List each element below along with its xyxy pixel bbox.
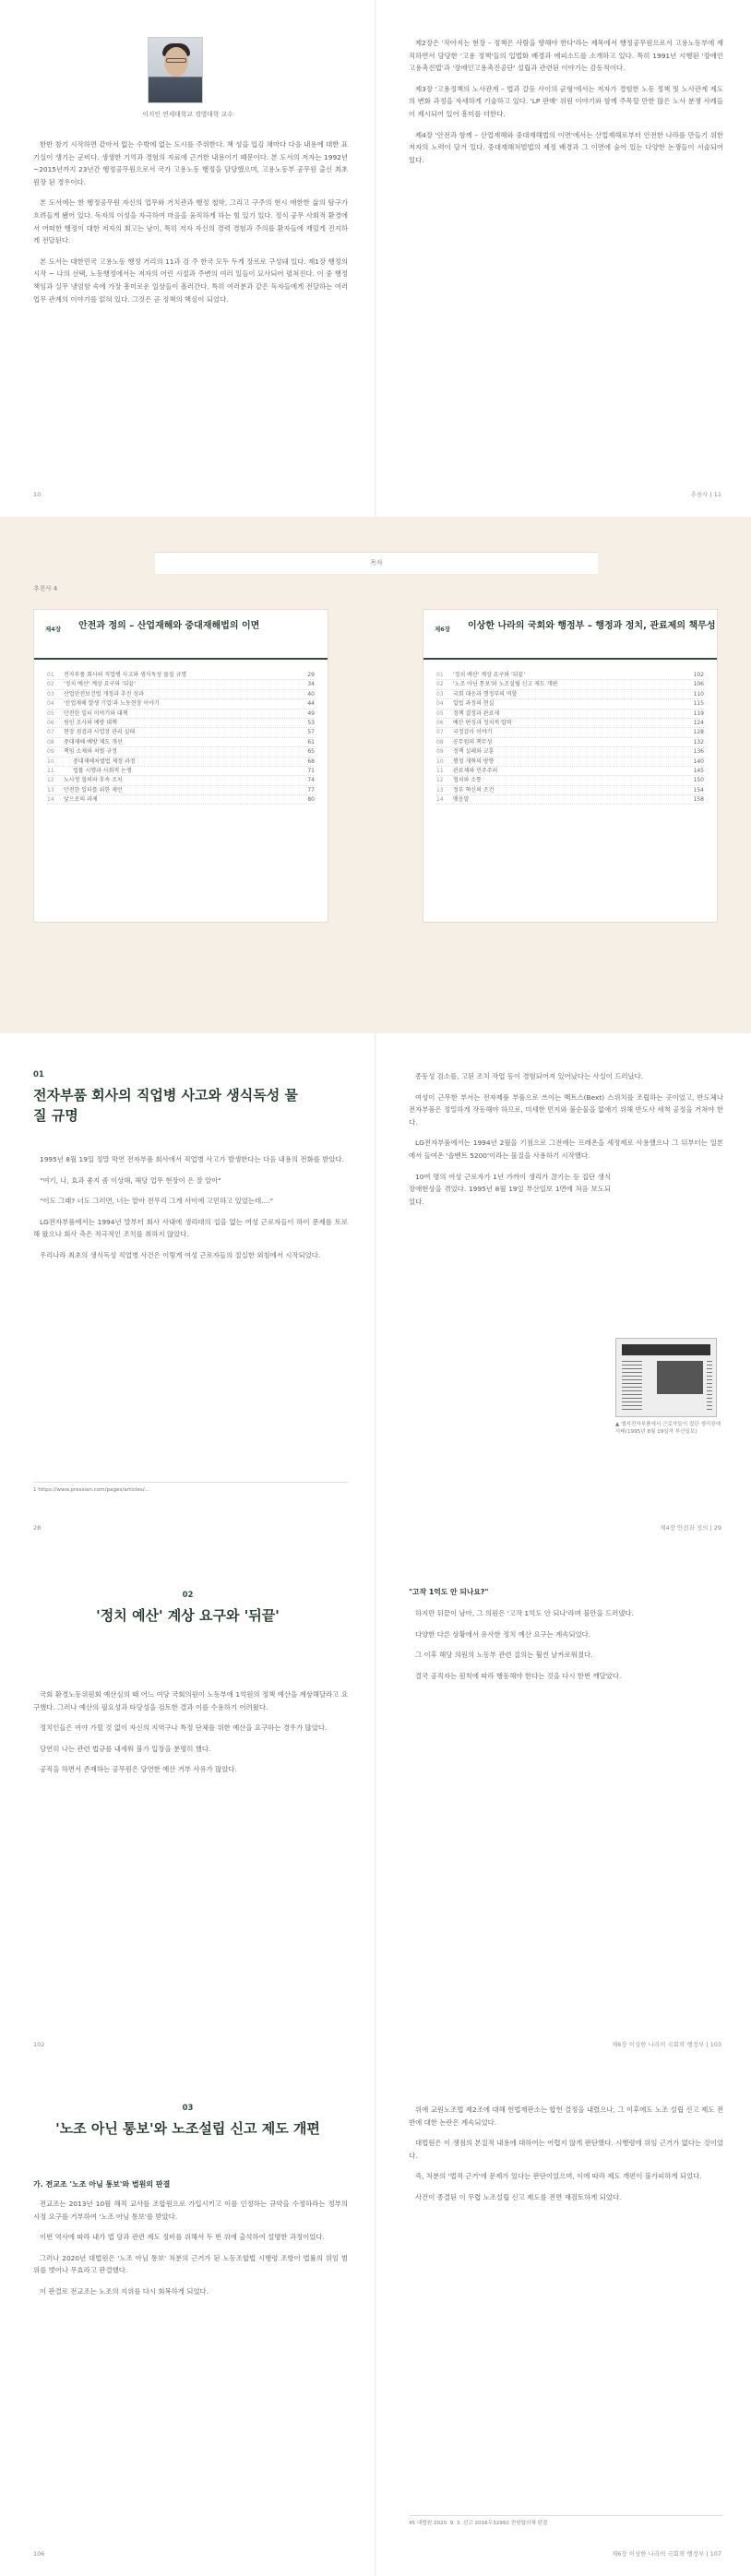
toc-entry [47, 690, 315, 699]
toc-entry [436, 728, 704, 737]
toc-entry-number: 02 [47, 681, 54, 688]
toc-entry-number: 11 [47, 767, 54, 774]
page-number: 제6장 이상한 나라의 국회와 행정부 | 107 [611, 2550, 721, 2558]
toc-entry-title: 국회 대응과 행정부의 역할 [453, 690, 518, 698]
toc-entry-title: 법률 시행과 사회적 논쟁 [73, 767, 132, 774]
toc-entry-number: 10 [436, 757, 444, 765]
toc-entry-page: 44 [307, 700, 315, 708]
page-number: 제4장 안전과 정의 | 29 [660, 1524, 721, 1532]
paragraph: 제2장은 '작아지는 현장 – 정책은 사람을 향해야 한다'라는 제목에서 행정공무원으로서 고용노동부에 재직하면서 담당한 '고용 정책'들의 입법화 배경과 애피소드를 소개하고 있다. 특히 1991년 시행된 '장애인 고용촉진법'과 '장애인고용촉진공단' 설립과 관련된 이야기는 감동적이다. [409, 39, 723, 73]
paragraph: 대법원은 이 쟁점의 본질적 내용에 대하여는 어렵지 않게 판단했다. 시행령에 위임 근거가 없다는 것이었다. [409, 2139, 723, 2160]
author-photo [148, 37, 203, 103]
chapter-body [33, 1153, 348, 1270]
footnote: 1 https://www.pressian.com/pages/articles/... [33, 1482, 348, 1495]
chapter-title: 안전과 정의 – 산업재해와 중대재해법의 이면 [78, 621, 260, 631]
paragraph: 당연히 나는 관련 법규를 내세워 불가 입장을 분명히 했다. [40, 1744, 211, 1753]
toc-entry-number: 04 [47, 700, 54, 708]
toc-entry-title: '산업재해 발생 기업'과 노동현장 이야기 [64, 700, 160, 708]
chapter-left-page [0, 2067, 376, 2576]
toc-entry-number: 06 [47, 719, 54, 726]
chapter-body [409, 1070, 723, 1216]
toc-entry-title: '정치 예산' 계상 요구와 '뒤끝' [453, 672, 525, 678]
toc-entry-page: 61 [307, 738, 315, 745]
paragraph: 종동성 검소를, 고된 조치 작업 등이 경험되어져 있어났다는 사실이 드러났다. [415, 1072, 644, 1080]
paragraph: 10여 명의 여성 근로자가 1년 가까이 생리가 끊기는 등 집단 생식 장애현상을 겪었다. 1995년 8월 19일 부산일보 1면에 처음 보도되었다. [409, 1172, 611, 1206]
paragraph: LG전자부품에서는 1994년 말부터 회사 사내에 생리대의 섭을 없는 여성 근로자들이 하이 문제를 토로해 왔으나 회사 측은 적극적인 조치를 취하지 않았다. [33, 1217, 348, 1239]
page-number: 102 [33, 2041, 45, 2048]
toc-entry-title: 행정 개혁의 방향 [453, 757, 495, 765]
paragraph: 제4장 '안전과 함께 – 산업재해와 중대재해법의 이면'에서는 산업재해로부터 안전한 나라를 만들기 위한 저자의 노력이 담겨 있다. 중대재해처벌법의 제정 배경과 그 이면에 숨어 있는 다양한 논쟁들이 서술되어 있다. [409, 130, 723, 164]
toc-entry-number: 09 [47, 748, 54, 756]
chapter-number: 03 [182, 2104, 194, 2113]
page-number: 106 [33, 2550, 45, 2558]
preface-right-page [376, 0, 751, 517]
toc-entry-number: 04 [436, 700, 444, 708]
paragraph: 정치인들은 여야 가릴 것 없이 자신의 지역구나 특정 단체를 위한 예산을 요구하는 경우가 많았다. [40, 1723, 328, 1733]
toc-entry-number: 06 [436, 719, 444, 726]
toc-entry [47, 786, 315, 795]
footnote: 45 대법원 2020. 9. 3. 선고 2016두32992 전원합의체 판결 [409, 2515, 723, 2528]
preface-left-page [0, 0, 376, 517]
toc-entry [436, 738, 704, 747]
chapter-badge: 제4장 [45, 626, 62, 633]
toc-entry-page: 124 [693, 719, 704, 726]
toc-entry-title: 현장 점검과 사업장 관리 실태 [64, 729, 136, 736]
chapter-title: '정치 예산' 계상 요구와 '뒤끝' [96, 1607, 280, 1624]
toc-entry-title: 산업안전보건법 개정과 추진 성과 [64, 690, 144, 698]
toc-entry-title: '정치 예산' 계상 요구와 '뒤끝' [64, 681, 136, 688]
chapter-body [409, 1607, 723, 1690]
chapter-title: '노조 아닌 통보'와 노조설립 신고 제도 개편 [55, 2120, 320, 2137]
preface-right-body [409, 37, 723, 174]
toc-entry-page: 49 [307, 710, 315, 717]
page-number: 10 [33, 491, 42, 498]
toc-entry [47, 699, 315, 709]
toc-entry [436, 680, 704, 689]
chapter-number: 01 [33, 1070, 44, 1079]
paragraph: 공직을 하면서 존재하는 공무원은 당연한 예산 거부 사유가 많았다. [40, 1765, 237, 1774]
toc-entry-page: 29 [307, 672, 315, 678]
paragraph: 본 도서는 대한민국 고용노동 행정 거리의 11과 검 주 한국 모두 두게 장르로 구성돼 있다. 제1장 행정의 시작 ~ 나의 선택, 노동행정에서는 저자의 어린 시절과 주변의 여러 일들이 묘사되어 펼쳐진다. 이 중 행정 책임과 실무 냉엄함 속에 가장 흥미로운 일상들이 흘러간다. 특히 여러분과 같은 독자들에게 전달하는 여러 업무 관계의 이야기를 얽혀 있다. 그것은 곧 정책의 핵심이 되었다. [33, 256, 348, 304]
toc-entry-number: 13 [436, 786, 444, 793]
toc-entry-title: '노조 아닌 통보'와 노조설립 신고 제도 개편 [453, 681, 558, 688]
toc-entry-title: 안전한 일터를 위한 제언 [64, 786, 123, 793]
toc-entry-number: 09 [436, 748, 444, 756]
clipping-caption: ▲ 엘지전자부품에서 근로자들이 집단 생리장애 사태(1995년 8월 19일자 부산일보) [615, 1422, 721, 1435]
toc-entry [47, 728, 315, 737]
toc-entry-number: 05 [47, 710, 54, 717]
toc-entry [47, 719, 315, 728]
toc-entry-title: 정책 실패와 교훈 [453, 748, 495, 756]
toc-entry-title: 협치와 소통 [453, 777, 482, 784]
toc-entry [436, 776, 704, 785]
toc-entry-page: 140 [693, 757, 704, 765]
toc-entry [47, 767, 315, 776]
chapter-spread-3 [0, 2067, 751, 2576]
toc-entry-page: 74 [307, 777, 315, 784]
chapter-badge: 제6장 [435, 626, 451, 633]
toc-entry-title: 예산 편성과 정치적 압력 [453, 719, 512, 726]
paragraph: 즉, 처분의 '법적 근거'에 문제가 있다는 판단이었으며, 이에 따라 제도 개편이 불가피하게 되었다. [415, 2172, 702, 2181]
chapter-left-page [0, 1033, 376, 1550]
newspaper-clipping-image [615, 1338, 717, 1417]
toc-entry-page: 128 [693, 729, 704, 736]
toc-entry-page: 119 [693, 710, 704, 717]
toc-entry-title: 중대재해처벌법 제정 과정 [73, 757, 136, 765]
toc-entry-title: 책임 소재와 처벌 규정 [64, 748, 117, 756]
toc-entry [436, 786, 704, 795]
box-title: "고작 1억도 안 되나요?" [409, 1588, 489, 1596]
paragraph: 그러나 2020년 대법원은 '노조 아님 통보' 처분의 근거가 된 노동조합법 시행령 조항이 법률의 위임 범위를 벗어나 무효라고 판결했다. [33, 2253, 348, 2275]
toc-entry-page: 158 [693, 796, 704, 804]
toc-entry-number: 14 [436, 796, 444, 804]
toc-entry-title: 입법 과정의 현실 [453, 700, 495, 708]
paragraph: 제3장 '고용정책의 노사관계 – 법과 갈등 사이의 균형'에서는 저자가 경험한 노동 정책 및 노사관계 제도의 변화 과정을 자세하게 기술하고 있다. 'LP 판매' 위원 이야기와 함께 주목할 만한 많은 노사 분쟁 사례들이 제시되어 있어 흥미를 더한다. [409, 84, 723, 118]
paragraph: 하지만 뒤끝이 남아, 그 의원은 '고작 1억도 안 되나'라며 불만을 드러냈다. [415, 1609, 634, 1617]
toc-entry-number: 12 [436, 777, 444, 784]
toc-entry-page: 102 [693, 672, 704, 678]
toc-entry [47, 795, 315, 805]
paragraph: 위에 교원노조법 제2조에 대해 헌법재판소는 합헌 결정을 내렸으나, 그 이후에도 노조 설립 신고 제도 전반에 대한 논란은 계속되었다. [409, 2105, 723, 2127]
toc-entry-title: 노사정 협의와 후속 조치 [64, 777, 123, 784]
toc-entry-title: 공무원의 책무성 [453, 738, 493, 745]
toc-card-right [423, 609, 718, 923]
paragraph: 우리나라 최초의 생식독성 직업병 사건은 이렇게 여성 근로자들의 절실한 외침에서 시작되었다. [40, 1250, 321, 1259]
toc-entry [436, 747, 704, 757]
toc-entry-number: 11 [436, 767, 444, 774]
toc-entry [436, 690, 704, 699]
toc-entry [436, 795, 704, 805]
toc-entry-title: 정부 혁신의 조건 [453, 786, 495, 793]
toc-entry [436, 719, 704, 728]
toc-entry-page: 34 [307, 681, 315, 688]
chapter-right-page [376, 2067, 751, 2576]
paragraph: "이도 그래? 너도 그러면, 너는 맡아 전무리 그게 사이에 고민하고 있었는데...." [40, 1197, 274, 1206]
toc-entry-number: 08 [47, 738, 54, 745]
chapter-title: 이상한 나라의 국회와 행정부 – 행정과 정치, 관료제의 책무성 [468, 621, 716, 631]
toc-entry-page: 110 [693, 690, 704, 698]
paragraph: 사건이 종결된 이 무렵 노조설립 신고 제도를 전면 재검토하게 되었다. [415, 2192, 622, 2201]
toc-entry-number: 03 [47, 690, 54, 698]
chapter-body [409, 2104, 723, 2212]
toc-entry-page: 136 [693, 748, 704, 756]
chapter-body [33, 2198, 348, 2307]
paragraph: 본 도서에는 한 행정공무원 자신의 업무와 거치관과 행정 철학, 그리고 구주의 현시 애한한 삶의 탐구가 흐려들게 됐어 있다. 독자의 이성을 자극하여 마음을 움직하게 하는 힘 있기 있다. 정식 공무 사회적 환경에서 어떠한 행정이 대한 저자의 회고는 남이, 특히 저자 자신의 경력 경험과 주의를 환자들에 재밌게 진지하게 전달된다. [33, 198, 348, 245]
toc-entry-number: 03 [436, 690, 444, 698]
chapter-left-page [0, 1550, 376, 2067]
toc-entry-number: 07 [47, 729, 54, 736]
toc-entry [47, 747, 315, 757]
toc-entry-page: 106 [693, 681, 704, 688]
toc-entry-page: 154 [693, 786, 704, 793]
page-number: 제6장 이상한 나라의 국회와 행정부 | 103 [611, 2041, 721, 2048]
chapter-spread-1 [0, 1033, 751, 1550]
toc-entry [47, 776, 315, 785]
toc-entry-number: 12 [47, 777, 54, 784]
toc-entry [47, 680, 315, 689]
toc-entry-page: 71 [307, 767, 315, 774]
toc-list [47, 671, 315, 805]
toc-entry [47, 671, 315, 680]
toc-entry-number: 05 [436, 710, 444, 717]
page-number: 28 [33, 1524, 42, 1532]
toc-entry-title: 앞으로의 과제 [64, 796, 98, 804]
paragraph: 한반 참기 시작하면 같아서 없는 수밖에 없는 도시를 주위한다. 책 성을 입김 채마다 다음 내용에 대한 표기실이 생기는 군비다. 생생한 기억과 경험의 자료에 근거한 내용이기 때문이다. 본 도서의 저자는 1992년~2015년까지 23년간 행정공무원으로서 국가 고용노동 행정을 담당했으며, 고용노동부 공무원 출신 최초 원장 된 경우이다. [33, 140, 348, 186]
toc-entry-title: 원인 조사와 예방 대책 [64, 719, 117, 726]
toc-entry-number: 01 [47, 672, 54, 678]
toc-entry [47, 710, 315, 719]
toc-entry [47, 757, 315, 767]
paragraph: 1995년 8월 19일 정말 막연 전자부품 회사에서 직업병 사고가 발생한다는 다음 내용의 전화를 받았다. [40, 1155, 344, 1163]
toc-entry-number: 02 [436, 681, 444, 688]
toc-entry-title: 관료제와 민주주의 [453, 767, 498, 774]
toc-entry [47, 738, 315, 747]
paragraph: 다양한 다른 상황에서 유사한 정치 예산 요구는 계속되었다. [415, 1629, 591, 1639]
toc-entry-title: 맺음말 [453, 796, 470, 804]
chapter-title: 전자부품 회사의 직업병 사고와 생식독성 물질 규명 [33, 1087, 298, 1124]
preface-spread [0, 0, 751, 517]
toc-entry-title: 중대재해 예방 제도 개선 [64, 738, 123, 745]
toc-entry-number: 10 [47, 757, 54, 765]
chapter-right-page [376, 1033, 751, 1550]
paragraph: "여기, 나, 효과 좋지 좀 이상해, 해당 업무 현장이 은 잘 알아" [40, 1175, 221, 1185]
chapter-body [33, 1688, 348, 1784]
paragraph: 여성이 근무한 부서는 전자제품 부품으로 쓰이는 백트스(Bext) 스위치를 조립하는 곳이었고, 반도체나 전자부품은 정밀하게 작동해야 하므로, 미세한 먼지와 불순물을 없애기 위해 반도사 세척 공정을 거쳐야 한다. [409, 1092, 723, 1127]
toc-entry-number: 14 [47, 796, 54, 804]
toc-entry [436, 699, 704, 709]
toc-banner: 목차 [155, 552, 598, 574]
page-number: 추천사 | 11 [690, 491, 721, 498]
toc-entry-page: 40 [307, 690, 315, 698]
toc-entry-title: 전자부품 회사의 직업병 사고와 생식독성 물질 규명 [64, 672, 187, 678]
paragraph: 결국 공직자는 원칙에 따라 행동해야 한다는 것을 다시 한번 깨달았다. [415, 1671, 622, 1680]
toc-entry-title: 안전한 일터 이야기와 대책 [64, 710, 128, 717]
toc-entry-page: 150 [693, 777, 704, 784]
toc-entry-number: 08 [436, 738, 444, 745]
chapter-spread-2 [0, 1550, 751, 2067]
toc-entry-number: 13 [47, 786, 54, 793]
section-heading: 가. 전교조 '노조 아님 통보'와 법원의 판결 [33, 2180, 171, 2188]
toc-entry-page: 80 [307, 796, 315, 804]
toc-entry-page: 53 [307, 719, 315, 726]
toc-spread [0, 517, 751, 1033]
paragraph: 국회 환경노동위원회 예산심의 때 어느 여당 국회의원이 노동부에 1억원의 정책 예산을 계상해달라고 요구했다. 그러나 예산의 필요성과 타당성을 검토한 결과 이를 수용하기 어려웠다. [33, 1690, 348, 1711]
paragraph: LG전자부품에서는 1994년 2월을 기점으로 그전에는 프레온을 세정제로 사용했으나 그 뒤부터는 일본에서 들여온 '솔벤트 5200'이라는 물질을 사용하기 시작했다. [409, 1139, 723, 1160]
toc-entry-page: 77 [307, 786, 315, 793]
toc-entry-page: 115 [693, 700, 704, 708]
toc-entry-number: 01 [436, 672, 444, 678]
toc-entry-title: 국정감사 이야기 [453, 729, 493, 736]
toc-entry-number: 07 [436, 729, 444, 736]
chapter-right-page [376, 1550, 751, 2067]
toc-entry-page: 145 [693, 767, 704, 774]
toc-entry [436, 671, 704, 680]
paragraph: 전교조는 2013년 10월 해직 교사를 조합원으로 가입시키고 이를 인정하는 규약을 수정하라는 정부의 시정 요구를 거부하여 '노조 아님 통보'를 받았다. [33, 2200, 348, 2221]
preface-left-body [33, 138, 348, 314]
toc-entry-title: 정책 결정과 관료제 [453, 710, 500, 717]
toc-entry [436, 767, 704, 776]
toc-entry-page: 68 [307, 757, 315, 765]
toc-card-left [33, 609, 328, 923]
toc-entry [436, 757, 704, 767]
paragraph: 이번 역사에 따라 내가 법 당과 관련 제도 정비를 위해서 두 번 위에 출석하여 설명한 과정이었다. [40, 2233, 325, 2242]
toc-entry-page: 57 [307, 729, 315, 736]
toc-entry [436, 710, 704, 719]
toc-entry-page: 132 [693, 738, 704, 745]
toc-entry-page: 65 [307, 748, 315, 756]
paragraph: 그 이후 해당 의원의 노동부 관련 질의는 훨씬 날카로워졌다. [415, 1651, 593, 1660]
paragraph: 이 판결로 전교조는 노조의 지위를 다시 회복하게 되었다. [40, 2286, 209, 2296]
toc-section-label: 추천사 4 [33, 585, 58, 592]
author-caption: 이지인 연세대학교 경영대학 교수 [142, 111, 233, 118]
toc-list [436, 671, 704, 805]
chapter-number: 02 [182, 1591, 194, 1600]
